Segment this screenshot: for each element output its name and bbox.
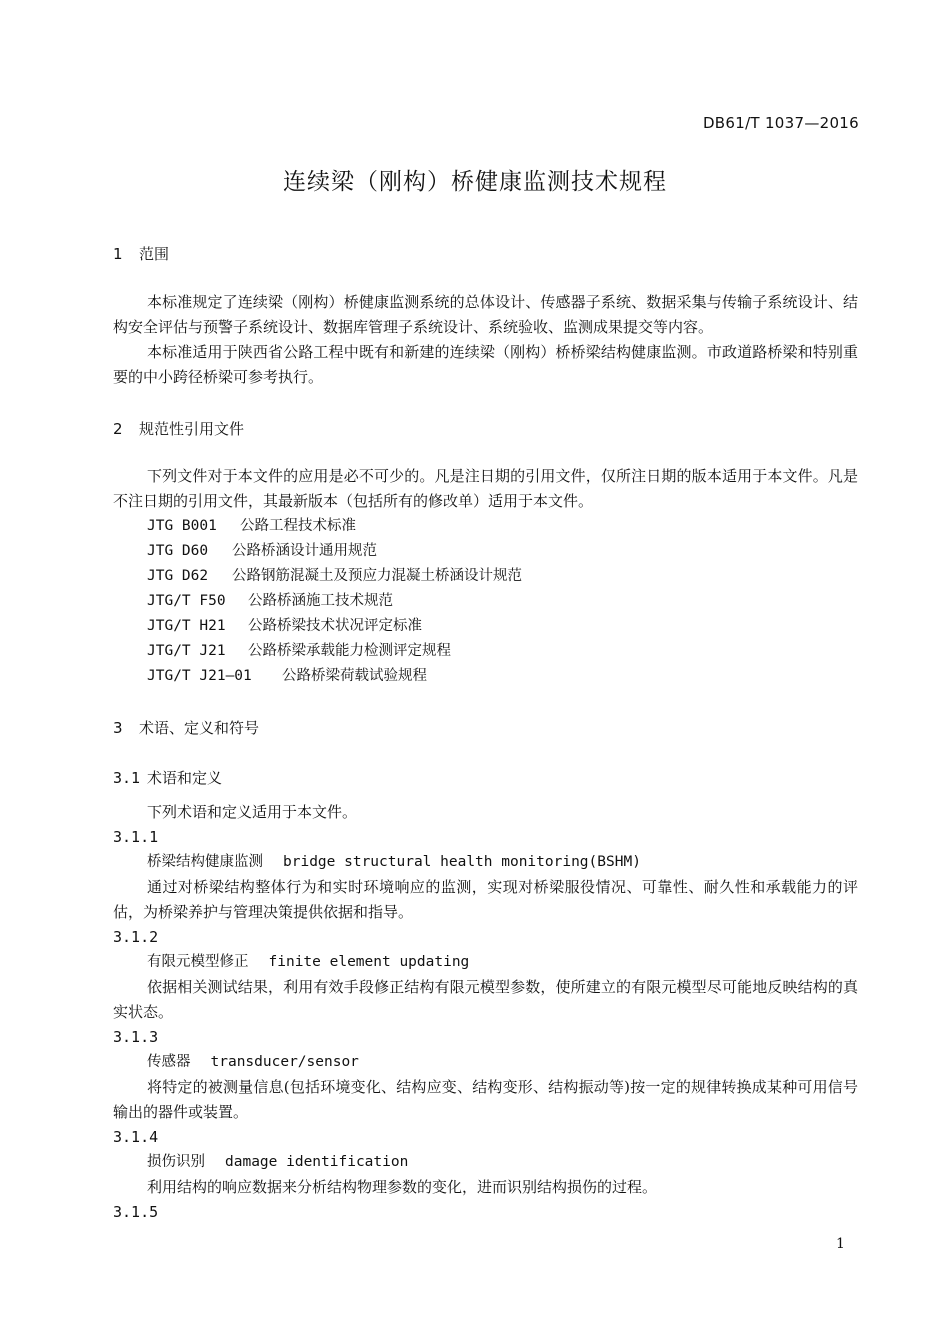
scope-paragraph-2: 本标准适用于陕西省公路工程中既有和新建的连续梁（刚构）桥桥梁结构健康监测。市政道路桥梁和特别重要的中小跨径桥梁可参考执行。 — [113, 343, 858, 386]
reference-item — [147, 539, 377, 564]
standard-number: DB61/T 1037—2016 — [702, 114, 859, 132]
section-1-heading — [113, 243, 169, 264]
reference-name: 公路桥涵设计通用规范 — [232, 543, 377, 559]
terms-intro: 下列术语和定义适用于本文件。 — [147, 803, 358, 821]
term-number: 3.1.1 — [113, 828, 159, 846]
term-heading — [147, 950, 469, 975]
reference-item — [147, 664, 427, 689]
term-definition: 利用结构的响应数据来分析结构物理参数的变化，进而识别结构损伤的过程。 — [147, 1178, 658, 1196]
page-number: 1 — [836, 1236, 845, 1252]
term-heading — [147, 1150, 408, 1175]
term-en: damage identification — [225, 1154, 409, 1170]
section-2-heading — [113, 418, 244, 439]
term-en: transducer/sensor — [210, 1054, 359, 1070]
term-zh: 有限元模型修正 — [147, 954, 249, 970]
section-number: 3 — [113, 719, 123, 737]
term-number: 3.1.2 — [113, 928, 159, 946]
reference-code: JTG B001 — [147, 518, 217, 534]
term-en: finite element updating — [268, 954, 470, 970]
reference-name: 公路工程技术标准 — [240, 518, 356, 534]
reference-code: JTG/T J21—01 — [147, 668, 252, 684]
reference-code: JTG/T J21 — [147, 643, 226, 659]
term-zh: 损伤识别 — [147, 1154, 205, 1170]
section-number: 2 — [113, 420, 123, 438]
term-definition: 通过对桥梁结构整体行为和实时环境响应的监测，实现对桥梁服役情况、可靠性、耐久性和承载能力的评估，为桥梁养护与管理决策提供依据和指导。 — [113, 878, 858, 921]
reference-code: JTG/T H21 — [147, 618, 226, 634]
section-number: 1 — [113, 245, 123, 263]
term-heading — [147, 850, 641, 875]
reference-name: 公路桥涵施工技术规范 — [248, 593, 393, 609]
term-number: 3.1.4 — [113, 1128, 159, 1146]
term-heading — [147, 1050, 359, 1075]
section-title: 范围 — [139, 245, 170, 263]
reference-item — [147, 639, 451, 664]
reference-name: 公路桥梁承载能力检测评定规程 — [248, 643, 451, 659]
reference-code: JTG D60 — [147, 543, 209, 559]
section-3-1-heading — [113, 767, 222, 788]
section-number: 3.1 — [113, 769, 141, 787]
reference-item — [147, 514, 356, 539]
reference-code: JTG/T F50 — [147, 593, 226, 609]
reference-name: 公路桥梁技术状况评定标准 — [248, 618, 422, 634]
scope-paragraph-1: 本标准规定了连续梁（刚构）桥健康监测系统的总体设计、传感器子系统、数据采集与传输子系统设计、结构安全评估与预警子系统设计、数据库管理子系统设计、系统验收、监测成果提交等内容。 — [113, 293, 858, 336]
section-title: 术语、定义和符号 — [139, 719, 260, 737]
references-intro: 下列文件对于本文件的应用是必不可少的。凡是注日期的引用文件，仅所注日期的版本适用于本文件。凡是不注日期的引用文件，其最新版本（包括所有的修改单）适用于本文件。 — [113, 467, 858, 510]
reference-name: 公路桥梁荷载试验规程 — [282, 668, 427, 684]
term-definition: 依据相关测试结果，利用有效手段修正结构有限元模型参数，使所建立的有限元模型尽可能地反映结构的真实状态。 — [113, 978, 858, 1021]
term-en: bridge structural health monitoring(BSHM) — [283, 854, 641, 870]
reference-item — [147, 614, 422, 639]
document-title: 连续梁（刚构）桥健康监测技术规程 — [283, 169, 667, 195]
section-3-heading — [113, 717, 259, 738]
reference-name: 公路钢筋混凝土及预应力混凝土桥涵设计规范 — [232, 568, 522, 584]
reference-item — [147, 589, 393, 614]
reference-code: JTG D62 — [147, 568, 209, 584]
term-zh: 传感器 — [147, 1054, 191, 1070]
term-number: 3.1.5 — [113, 1203, 159, 1221]
reference-item — [147, 564, 522, 589]
section-title: 术语和定义 — [147, 769, 223, 787]
term-definition: 将特定的被测量信息(包括环境变化、结构应变、结构变形、结构振动等)按一定的规律转换成某种可用信号输出的器件或装置。 — [113, 1078, 858, 1121]
term-number: 3.1.3 — [113, 1028, 159, 1046]
section-title: 规范性引用文件 — [139, 420, 245, 438]
term-zh: 桥梁结构健康监测 — [147, 854, 263, 870]
